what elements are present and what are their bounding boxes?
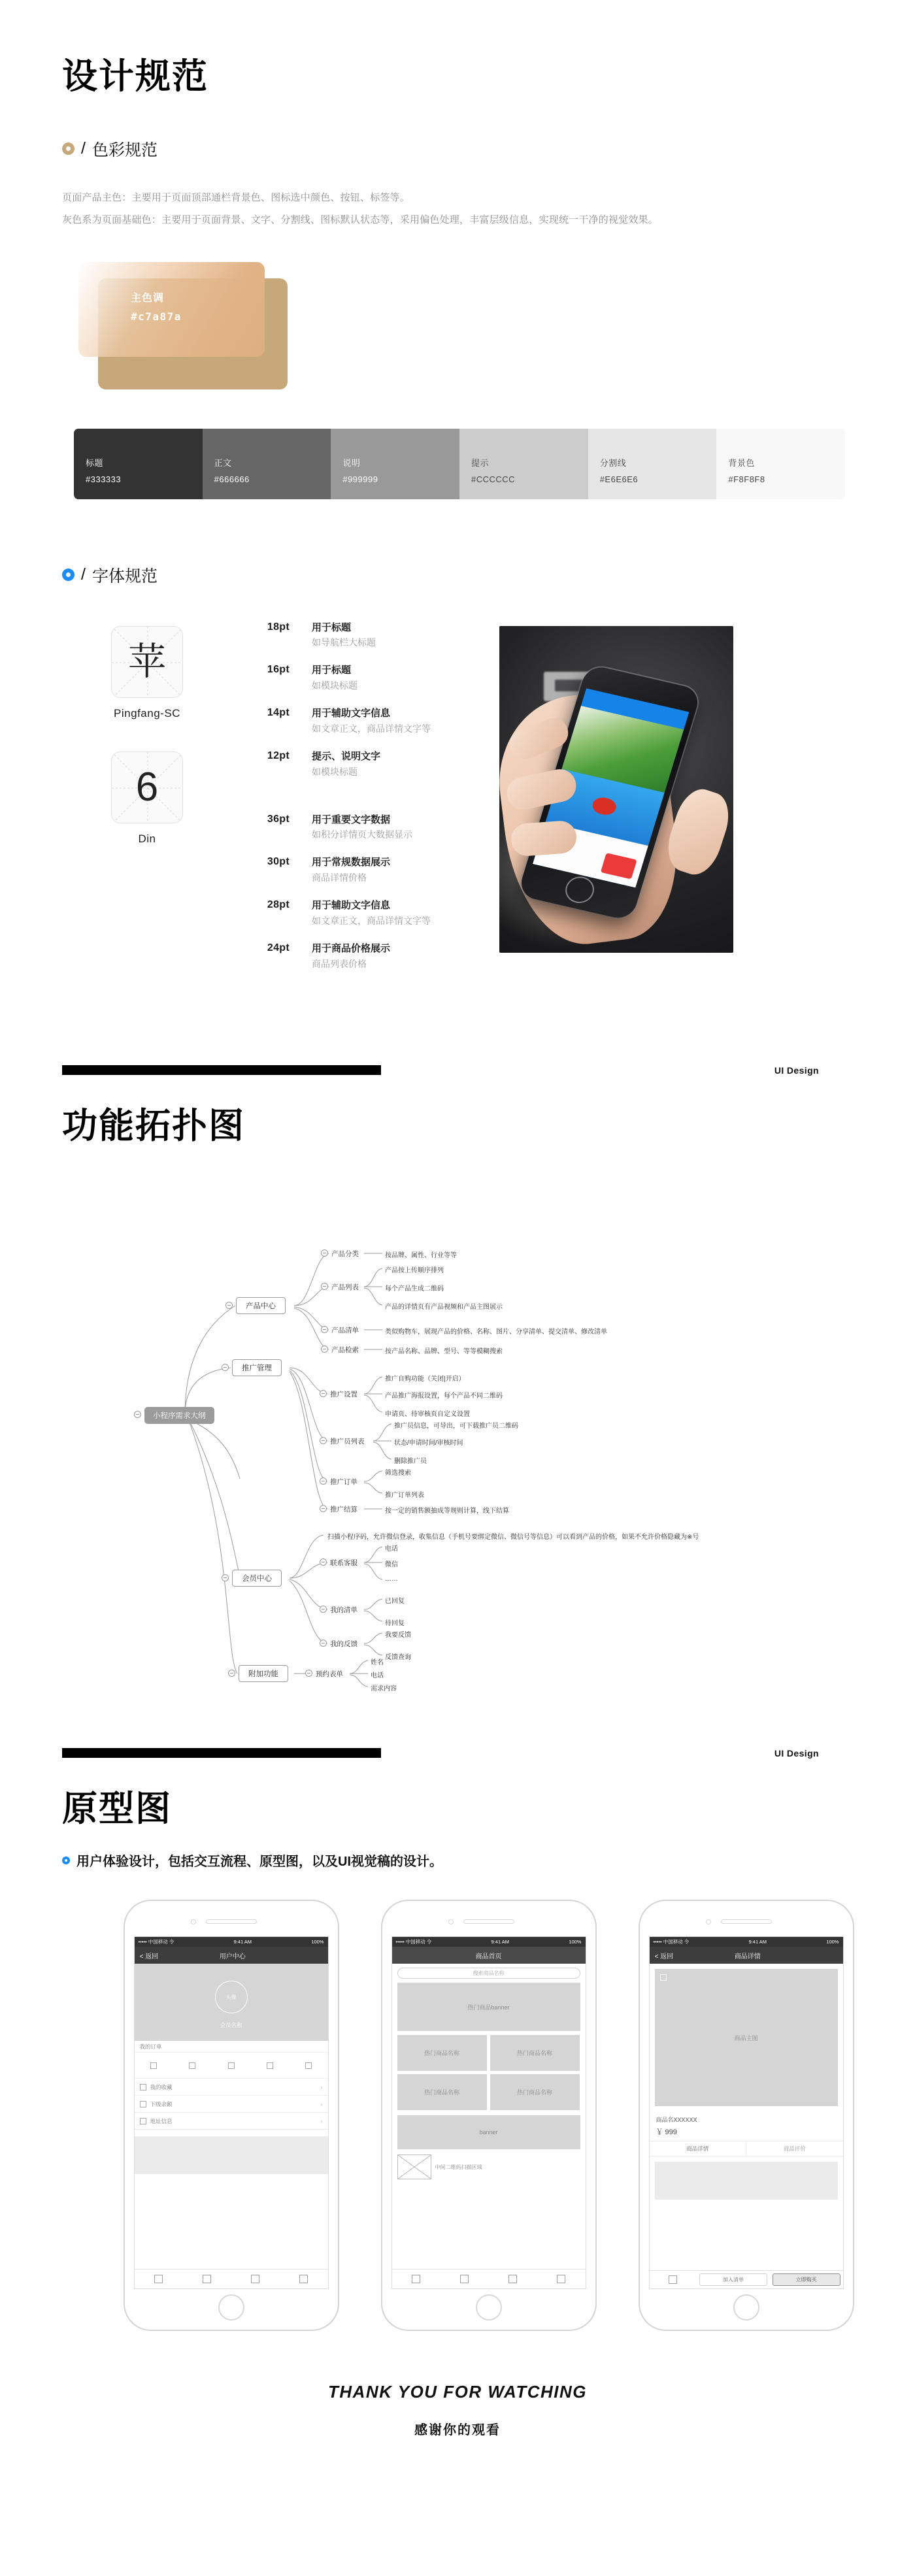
- topology-child-node[interactable]: 产品检索: [331, 1346, 359, 1354]
- font-size-usage: 用于商品价格展示: [312, 942, 391, 954]
- grid-cell-label: 热门商品名称: [424, 2050, 459, 2057]
- promo-block: [135, 2136, 328, 2174]
- topology-leaf-node: 类似购物车，展现产品的价格、名称、图片、分享清单、提交清单、修改清单: [385, 1328, 607, 1336]
- profile-header: [135, 1964, 328, 2041]
- home-button[interactable]: [733, 2294, 759, 2320]
- topology-child-node[interactable]: 产品分类: [331, 1249, 359, 1258]
- topology-leaf-node: 每个产品生成二维码: [385, 1285, 444, 1293]
- placeholder-image-icon: [228, 2062, 235, 2069]
- grid-cell[interactable]: [397, 2035, 487, 2071]
- topology-leaf-node: 按品牌、属性、行业等等: [385, 1251, 457, 1259]
- topology-mindmap: [69, 1172, 892, 1693]
- swatch-label: 正文: [214, 457, 232, 468]
- chevron-right-icon: ›: [320, 2100, 323, 2107]
- status-carrier: ••••• 中国移动 令: [653, 1939, 690, 1945]
- search-area: [392, 1964, 586, 1983]
- placeholder-image-icon: [305, 2062, 312, 2069]
- font-size-usage: 用于常规数据展示: [312, 857, 391, 868]
- topology-leaf-node: 删除推广员: [394, 1457, 427, 1465]
- font-size-example: 如积分详情页大数据显示: [312, 829, 412, 840]
- topology-leaf-node: 推广员信息，可导出，可下载推广员二维码: [394, 1422, 518, 1430]
- topology-child-node[interactable]: 推广设置: [330, 1390, 358, 1398]
- font-size-value: 14pt: [267, 707, 290, 719]
- detail-tabs: [650, 2141, 843, 2156]
- glyph-box: [111, 626, 183, 698]
- qrcode-row: [392, 2155, 586, 2179]
- font-size-specs: [232, 614, 490, 1005]
- typography-label: 字体规范: [92, 567, 158, 586]
- font-size-example: 商品详情价格: [312, 872, 367, 883]
- glyph-box: [111, 751, 183, 823]
- tab-item[interactable]: [489, 2270, 537, 2288]
- section-typography: [0, 506, 915, 1005]
- tab-product-reviews[interactable]: 商品评价: [783, 2145, 806, 2153]
- knob-icon: [321, 1346, 328, 1353]
- product-main-image-label: 商品主图: [734, 2034, 758, 2041]
- topology-leaf-node: 姓名: [371, 1659, 384, 1666]
- topology-leaf-node: 扫描小程序码，允许微信登录，收集信息（手机号要绑定微信、微信号等信息）可以看到产品的价格，如果不允许价格隐藏为※号: [327, 1533, 699, 1541]
- main-color-hex: #c7a87a: [131, 310, 182, 323]
- font-size-value: 16pt: [267, 664, 290, 676]
- detail-content-block: [655, 2162, 838, 2200]
- placeholder-image-icon: [189, 2062, 195, 2069]
- font-size-item: [252, 855, 490, 885]
- home-button[interactable]: [562, 874, 597, 906]
- swatch-hex: #F8F8F8: [728, 474, 765, 484]
- tab-item[interactable]: [183, 2270, 231, 2288]
- swatch-label: 背景色: [728, 457, 755, 468]
- topology-leaf-node: 微信: [385, 1560, 398, 1568]
- topology-leaf-node: 我要反馈: [385, 1631, 411, 1639]
- knob-icon: [320, 1559, 327, 1566]
- back-button[interactable]: < 返回: [139, 1953, 159, 1960]
- camera-icon: [448, 1919, 454, 1924]
- status-carrier: ••••• 中国移动 令: [395, 1939, 432, 1945]
- tab-item[interactable]: [537, 2270, 586, 2288]
- knob-icon: [320, 1505, 327, 1512]
- topology-branch-node[interactable]: 会员中心: [232, 1570, 282, 1587]
- grid-cell[interactable]: [397, 2074, 487, 2110]
- swatch-2: [331, 429, 459, 499]
- knob-icon: [321, 1283, 328, 1290]
- topology-leaf-node: 电话: [371, 1672, 384, 1679]
- tab-icon: [299, 2275, 308, 2283]
- topology-leaf-node: 产品的详情页有产品视频和产品主图展示: [385, 1303, 503, 1311]
- font-size-value: 24pt: [267, 942, 290, 953]
- speaker-icon: [463, 1919, 514, 1924]
- font-size-example: 如文章正文，商品详情文字等: [312, 723, 431, 734]
- font-card-pingfang: [62, 626, 232, 720]
- list-item-icon: [140, 2084, 146, 2090]
- font-size-value: 18pt: [267, 621, 290, 633]
- order-status-grid: [135, 2053, 328, 2079]
- add-to-list-button[interactable]: 加入清单: [699, 2273, 767, 2286]
- main-color-name: 主色调: [131, 292, 165, 304]
- divider-band-2: [0, 1688, 915, 1759]
- ring-marker-icon: [62, 142, 75, 155]
- swatch-3: [459, 429, 588, 499]
- tab-item[interactable]: [135, 2270, 183, 2288]
- product-name: 商品名XXXXXX: [656, 2117, 697, 2124]
- topology-leaf-node: 需求内容: [371, 1685, 397, 1693]
- font-name: Din: [138, 832, 156, 845]
- grid-cell-label: 热门商品名称: [516, 2089, 552, 2096]
- ring-marker-icon: [62, 1857, 70, 1864]
- divider-bar: [62, 1748, 381, 1758]
- knob-icon: [134, 1411, 141, 1418]
- search-input[interactable]: 搜索商品名称: [397, 1968, 580, 1979]
- knob-icon: [320, 1390, 327, 1397]
- tab-bar: [392, 2269, 586, 2288]
- knob-icon: [320, 1606, 327, 1613]
- color-description-line-1: 页面产品主色：主要用于页面顶部通栏背景色、图标选中颜色、按钮、标签等。: [62, 191, 410, 203]
- tab-item[interactable]: [441, 2270, 489, 2288]
- hero-banner-label: 热门商品banner: [467, 2004, 510, 2011]
- grid-cell-label: 热门商品名称: [516, 2050, 552, 2057]
- section-topology: [0, 1106, 915, 1693]
- tab-icon: [154, 2275, 163, 2283]
- status-time: 9:41 AM: [233, 1939, 252, 1945]
- swatch-hex: #666666: [214, 474, 250, 484]
- color-spec-label: 色彩规范: [92, 140, 158, 159]
- knob-icon: [320, 1640, 327, 1647]
- knob-icon: [320, 1437, 327, 1444]
- tab-item[interactable]: [231, 2270, 280, 2288]
- swatch-label: 分割线: [599, 457, 627, 468]
- font-size-example: 商品列表价格: [312, 958, 367, 969]
- topology-leaf-node: 待回复: [385, 1619, 405, 1627]
- cart-icon[interactable]: [669, 2275, 677, 2284]
- ring-marker-icon: [62, 569, 75, 581]
- slash-separator: /: [81, 139, 86, 158]
- knob-icon: [228, 1670, 235, 1677]
- prototype-subtitle: 用户体验设计，包括交互流程、原型图，以及UI视觉稿的设计。: [76, 1855, 442, 1870]
- swatch-hex: #CCCCCC: [471, 474, 516, 484]
- tab-icon: [412, 2275, 420, 2283]
- status-battery: 100%: [569, 1939, 582, 1945]
- topology-leaf-node: 状态/申请时间/审核时间: [394, 1439, 463, 1447]
- knob-icon: [321, 1326, 328, 1333]
- thanks-chinese: 感谢你的观看: [414, 2423, 501, 2438]
- orders-section-label: 我的订单: [135, 2041, 328, 2053]
- mockup-product-detail: [639, 1900, 854, 2331]
- knob-icon: [320, 1478, 327, 1485]
- phone-in-hand-photo: [499, 626, 733, 953]
- prototype-title: 原型图: [62, 1789, 172, 1828]
- mockup-user-center: [124, 1900, 339, 2331]
- list-item-label: 下级余额: [150, 2100, 173, 2107]
- font-size-value: 28pt: [267, 899, 290, 911]
- font-glyph: 苹: [127, 640, 166, 683]
- image-badge-icon: [660, 1974, 667, 1981]
- tab-item[interactable]: [280, 2270, 328, 2288]
- font-size-usage: 用于标题: [312, 621, 352, 633]
- tab-icon: [557, 2275, 565, 2283]
- font-size-value: 12pt: [267, 750, 290, 761]
- action-bar: [650, 2270, 843, 2288]
- status-carrier: ••••• 中国移动 令: [138, 1939, 175, 1945]
- grid-cell[interactable]: [490, 2074, 580, 2110]
- home-button[interactable]: [218, 2294, 244, 2320]
- nav-bar: [135, 1947, 328, 1964]
- grid-cell[interactable]: [250, 2053, 289, 2078]
- typography-heading: [62, 563, 915, 587]
- list-item[interactable]: [135, 2079, 328, 2096]
- list-item-label: 我的收藏: [150, 2083, 173, 2090]
- page-title: 设计规范: [62, 57, 208, 97]
- topology-leaf-node: 产品按上传顺序排列: [385, 1266, 444, 1274]
- knob-icon: [305, 1670, 312, 1677]
- topology-leaf-node: 筛选搜索: [385, 1469, 411, 1477]
- main-color-card-front: [78, 262, 265, 357]
- avatar-label: 头像: [225, 1994, 237, 2000]
- font-size-example: 如导航栏大标题: [312, 637, 376, 648]
- member-name: 会员名称: [220, 2022, 242, 2029]
- nav-bar: [650, 1947, 843, 1964]
- nav-bar: [392, 1947, 586, 1964]
- status-time: 9:41 AM: [491, 1939, 510, 1945]
- list-item[interactable]: [135, 2113, 328, 2130]
- grid-cell[interactable]: [135, 2053, 173, 2078]
- topology-branch-node[interactable]: 推广管理: [232, 1359, 282, 1376]
- font-size-item: [252, 750, 490, 779]
- font-size-example: 如模块标题: [312, 680, 358, 691]
- product-price: ￥ 999: [656, 2128, 677, 2137]
- topology-child-node[interactable]: 预约表单: [316, 1670, 343, 1678]
- tab-icon: [251, 2275, 259, 2283]
- swatch-1: [203, 429, 331, 499]
- list-item-icon: [140, 2118, 146, 2124]
- back-button[interactable]: < 返回: [654, 1953, 674, 1960]
- chevron-right-icon: ›: [320, 2083, 323, 2090]
- swatch-hex: #333333: [86, 474, 122, 484]
- tab-bar: [135, 2269, 328, 2288]
- topology-connectors: [69, 1172, 892, 1688]
- knob-icon: [222, 1364, 229, 1371]
- topology-child-node[interactable]: 推广订单: [330, 1478, 358, 1486]
- nav-title: 用户中心: [219, 1953, 246, 1960]
- qrcode-note: 中间二维码扫描区域: [435, 2164, 482, 2170]
- status-time: 9:41 AM: [748, 1939, 767, 1945]
- grid-cell[interactable]: [490, 2035, 580, 2071]
- tab-icon: [460, 2275, 469, 2283]
- color-spec-heading: [62, 137, 915, 161]
- main-color-card: [78, 262, 288, 389]
- list-item-icon: [140, 2101, 146, 2107]
- swatch-4: [588, 429, 717, 499]
- product-grid: [392, 2031, 586, 2114]
- topology-title: 功能拓扑图: [62, 1106, 245, 1146]
- topology-branch-node[interactable]: 产品中心: [236, 1297, 286, 1314]
- ui-design-tag: UI Design: [774, 1065, 819, 1076]
- color-description-line-2: 灰色系为页面基础色：主要用于页面背景、文字、分割线、图标默认状态等，采用偏色处理，丰富层级信息，实现统一干净的视觉效果。: [62, 214, 659, 226]
- topology-child-node[interactable]: 推广结算: [330, 1505, 358, 1513]
- topology-leaf-node: 申请页、待审核页自定义设置: [385, 1410, 470, 1418]
- status-bar: [650, 1937, 843, 1947]
- tab-icon: [508, 2275, 517, 2283]
- font-size-item: [252, 621, 490, 650]
- font-size-example: 如文章正文，商品详情文字等: [312, 915, 431, 926]
- hero-banner[interactable]: [397, 1983, 580, 2031]
- list-item-label: 地址信息: [150, 2117, 173, 2124]
- avatar[interactable]: [215, 1981, 248, 2013]
- topology-child-node[interactable]: 我的清单: [330, 1606, 358, 1614]
- divider-bar: [62, 1065, 381, 1075]
- swatch-0: [74, 429, 203, 499]
- swatch-label: 提示: [471, 457, 490, 468]
- topology-leaf-node: 推广自购功能（关闭|开启）: [385, 1375, 465, 1383]
- topology-child-node[interactable]: 联系客服: [330, 1559, 358, 1567]
- font-size-value: 30pt: [267, 856, 290, 868]
- nav-title: 商品首页: [475, 1953, 502, 1960]
- font-size-value: 36pt: [267, 813, 290, 825]
- topology-leaf-node: 按产品名称、品牌、型号、等等模糊搜索: [385, 1347, 503, 1355]
- topology-leaf-node: 已回复: [385, 1597, 405, 1605]
- font-size-usage: 用于辅助文字信息: [312, 708, 391, 719]
- tab-icon: [203, 2275, 211, 2283]
- topology-child-node[interactable]: 我的反馈: [330, 1640, 358, 1648]
- font-size-usage: 用于标题: [312, 665, 352, 676]
- speaker-icon: [206, 1919, 257, 1924]
- prototype-subtitle-row: [62, 1851, 915, 1870]
- font-size-item: [252, 899, 490, 928]
- font-size-item: [252, 663, 490, 693]
- grey-swatch-strip: [74, 429, 845, 499]
- topology-leaf-node: 产品推广海报设置，每个产品不同二维码: [385, 1392, 503, 1400]
- font-size-item: [252, 813, 490, 842]
- placeholder-image-icon: [267, 2062, 273, 2069]
- prototype-mockups: [62, 1900, 915, 2331]
- camera-icon: [191, 1919, 196, 1924]
- font-size-item: [252, 706, 490, 736]
- secondary-banner[interactable]: [397, 2115, 580, 2149]
- grid-cell[interactable]: [173, 2053, 212, 2078]
- ui-design-tag: UI Design: [774, 1747, 819, 1759]
- font-size-group-cn: [252, 621, 490, 779]
- topology-leaf-node: 按一定的销售额抽成等规则计算，线下结算: [385, 1507, 509, 1515]
- section-prototype: [0, 1790, 915, 2331]
- status-battery: 100%: [826, 1939, 839, 1945]
- nav-title: 商品详情: [734, 1953, 761, 1960]
- mockup-home: [381, 1900, 597, 2331]
- topology-root-node[interactable]: 小程序需求大纲: [144, 1407, 214, 1424]
- font-size-group-num: [252, 813, 490, 971]
- home-button[interactable]: [476, 2294, 502, 2320]
- topology-leaf-node: 推广订单列表: [385, 1491, 424, 1499]
- swatch-hex: #999999: [342, 474, 378, 484]
- grid-cell[interactable]: [212, 2053, 250, 2078]
- section-design-spec: [0, 0, 915, 499]
- product-info: [650, 2111, 843, 2141]
- knob-icon: [321, 1249, 328, 1257]
- placeholder-image-icon: [150, 2062, 157, 2069]
- topology-child-node[interactable]: 产品清单: [331, 1326, 359, 1334]
- knob-icon: [222, 1574, 229, 1581]
- font-glyph: 6: [135, 764, 159, 810]
- grid-cell-label: 热门商品名称: [424, 2089, 459, 2096]
- swatch-hex: #E6E6E6: [599, 474, 639, 484]
- swatch-5: [716, 429, 845, 499]
- slash-separator: /: [81, 565, 86, 584]
- qrcode-placeholder-icon: [397, 2155, 431, 2179]
- grid-cell[interactable]: [289, 2053, 327, 2078]
- buy-now-button[interactable]: 立即购买: [773, 2273, 840, 2286]
- font-size-item: [252, 942, 490, 971]
- tab-product-detail[interactable]: 商品详情: [650, 2141, 747, 2156]
- status-bar: [392, 1937, 586, 1947]
- font-size-usage: 用于重要文字数据: [312, 814, 391, 825]
- secondary-banner-label: banner: [479, 2129, 498, 2136]
- divider-band-1: [0, 1005, 915, 1076]
- topology-leaf-node: 反馈查询: [385, 1653, 411, 1661]
- swatch-label: 说明: [342, 457, 361, 468]
- font-card-din: [62, 751, 232, 846]
- topology-leaf-node: 电话: [385, 1545, 398, 1553]
- tab-item[interactable]: [392, 2270, 441, 2288]
- topology-leaf-node: ……: [385, 1575, 398, 1583]
- list-item[interactable]: [135, 2096, 328, 2113]
- knob-icon: [225, 1302, 233, 1309]
- chevron-right-icon: ›: [320, 2117, 323, 2124]
- speaker-icon: [721, 1919, 772, 1924]
- font-size-usage: 提示、说明文字: [312, 750, 381, 762]
- color-description: [62, 187, 915, 232]
- font-family-cards: [62, 614, 232, 877]
- topology-child-node[interactable]: 推广员列表: [330, 1437, 365, 1445]
- font-size-usage: 用于辅助文字信息: [312, 900, 391, 912]
- font-name: Pingfang-SC: [114, 706, 180, 719]
- status-bar: [135, 1937, 328, 1947]
- swatch-label: 标题: [86, 457, 104, 468]
- product-main-image[interactable]: [655, 1969, 838, 2106]
- topology-branch-node[interactable]: 附加功能: [239, 1665, 288, 1682]
- status-battery: 100%: [311, 1939, 324, 1945]
- footer: [0, 2382, 915, 2438]
- thanks-english: THANK YOU FOR WATCHING: [327, 2382, 588, 2402]
- camera-icon: [706, 1919, 711, 1924]
- font-size-example: 如模块标题: [312, 766, 358, 777]
- topology-child-node[interactable]: 产品列表: [331, 1283, 359, 1291]
